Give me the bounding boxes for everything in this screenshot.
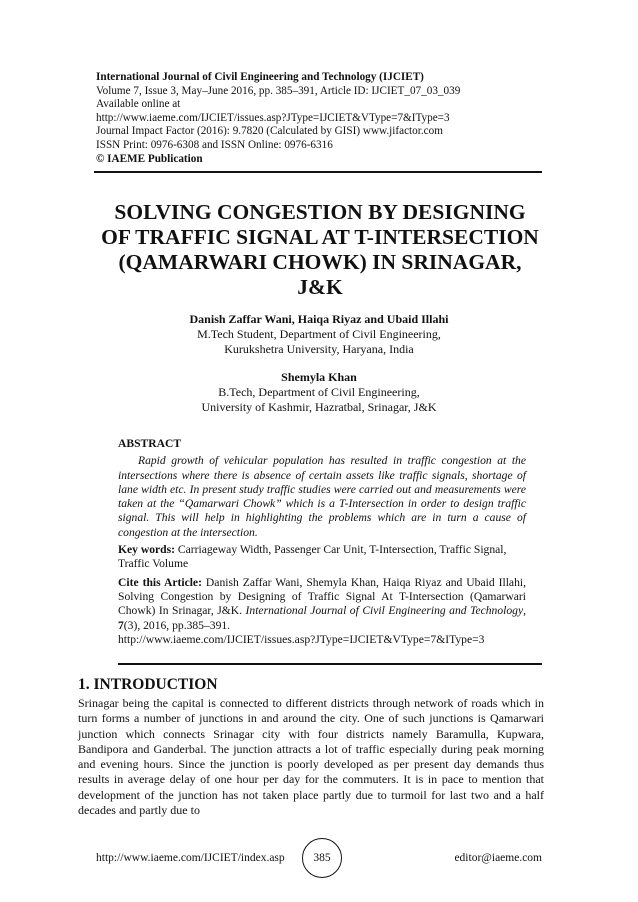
issn-line: ISSN Print: 0976-6308 and ISSN Online: 0976-6316 [96, 138, 333, 151]
impact-factor: Journal Impact Factor (2016): 9.7820 (Calculated by GISI) www.jifactor.com [96, 125, 443, 138]
abstract-section [118, 437, 526, 647]
affiliation-1-line-2: Kurukshetra University, Haryana, India [224, 342, 414, 356]
keywords [118, 543, 526, 572]
cite-journal: International Journal of Civil Engineering and Technology [245, 604, 524, 618]
paper-title [80, 200, 560, 300]
author-block [96, 312, 542, 415]
cite-url[interactable]: http://www.iaeme.com/IJCIET/issues.asp?JType=IJCIET&VType=7&IType=3 [118, 632, 485, 646]
introduction-section [78, 676, 544, 818]
citation [118, 576, 526, 633]
affiliation-2-line-2: University of Kashmir, Hazratbal, Srinagar, J&K [201, 400, 437, 414]
introduction-heading: 1. INTRODUCTION [78, 676, 218, 693]
keywords-text: Carriageway Width, Passenger Car Unit, T-Intersection, Traffic Signal, Traffic Volume [118, 543, 507, 571]
publication-line: © IAEME Publication [96, 152, 203, 165]
abstract-heading: ABSTRACT [118, 437, 182, 450]
footer-email[interactable]: editor@iaeme.com [454, 852, 542, 864]
cite-rest: (3), 2016, pp.385–391. [123, 618, 231, 632]
abstract-divider [118, 663, 542, 665]
journal-header [96, 71, 542, 166]
title-line-4: J&K [297, 275, 343, 299]
keywords-label: Key words: [118, 543, 175, 557]
title-line-3: (QAMARWARI CHOWK) IN SRINAGAR, [118, 250, 522, 274]
author-names-1: Danish Zaffar Wani, Haiqa Riyaz and Ubaid Illahi [189, 312, 449, 326]
volume-line: Volume 7, Issue 3, May–June 2016, pp. 385–391, Article ID: IJCIET_07_03_039 [96, 84, 461, 97]
title-line-1: SOLVING CONGESTION BY DESIGNING [114, 200, 526, 224]
introduction-body: Srinagar being the capital is connected to different districts through network of roads which in turn forms a number of junctions in and around the city. One of such junctions is Qamarwari junction which connects Srinagar city with four districts namely Baramulla, Kupwara, Bandipora and Ganderbal. The junction attracts a lot of traffic especially during peak morning and evening hours. Since the junction is poorly developed as per present day demands thus results in average delay of one hour per day for the commuters. It is in pace to mention that development of the junction has not taken place partly due to turmoil for last two and a half decades and partly due to [78, 696, 544, 818]
issue-url[interactable]: http://www.iaeme.com/IJCIET/issues.asp?JType=IJCIET&VType=7&IType=3 [96, 111, 450, 124]
affiliation-2-line-1: B.Tech, Department of Civil Engineering, [218, 385, 420, 399]
page-footer [0, 838, 638, 878]
title-line-2: OF TRAFFIC SIGNAL AT T-INTERSECTION [101, 225, 539, 249]
author-names-2: Shemyla Khan [281, 370, 357, 384]
affiliation-1-line-1: M.Tech Student, Department of Civil Engineering, [197, 327, 441, 341]
header-divider [94, 171, 542, 173]
cite-label: Cite this Article: [118, 575, 202, 589]
cite-sep: , [523, 604, 527, 618]
cite-text: Danish Zaffar Wani, Shemyla Khan, Haiqa Riyaz and Ubaid Illahi, Solving Congestion by Designing of Traffic Signal At T-Intersection (Qamarwari Chowk) In Srinagar, J&K. [118, 575, 526, 618]
cite-volume: 7 [118, 618, 124, 632]
journal-name: International Journal of Civil Engineering and Technology (IJCIET) [96, 71, 424, 83]
footer-url[interactable]: http://www.iaeme.com/IJCIET/index.asp [96, 852, 285, 864]
abstract-body: Rapid growth of vehicular population has resulted in traffic congestion at the intersections where there is absence of certain assets like traffic signals, shortage of lane width etc. In present study traffic studies were carried out and measurements were taken at the “Qamarwari Chowk” which is a T-Intersection in order to design traffic signal. This will help in highlighting the problems which are in turn a cause of congestion at the intersection. [118, 454, 526, 539]
available-online: Available online at [96, 98, 181, 111]
page-number: 385 [302, 838, 342, 878]
